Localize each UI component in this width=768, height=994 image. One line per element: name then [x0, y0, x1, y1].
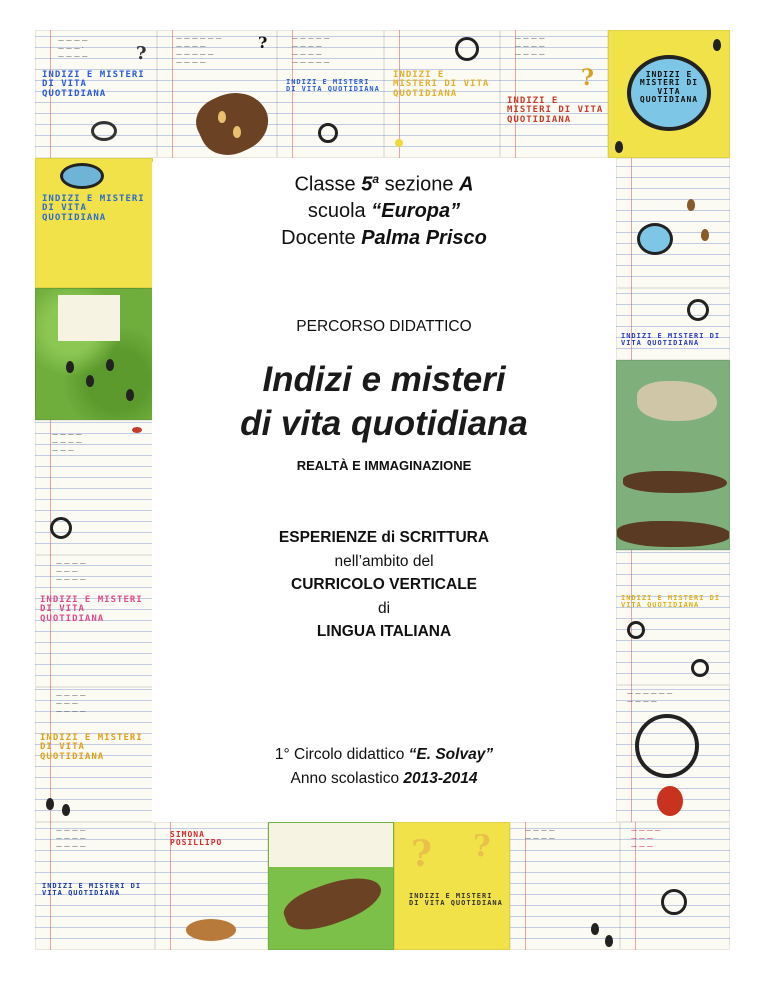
drawing-title-text: INDIZI E MISTERI DI VITA QUOTIDIANA	[42, 70, 145, 99]
drawing-handwriting: — — — — — — — · — — — —	[58, 37, 88, 60]
magnifier-icon	[50, 517, 72, 539]
magnifier-icon	[661, 889, 687, 915]
year-prefix: Anno scolastico	[290, 770, 400, 787]
footprint-icon	[86, 375, 94, 387]
experience-line2: nell’ambito del	[334, 553, 434, 570]
drawing-right-5	[616, 685, 730, 822]
drawing-blob	[186, 919, 236, 941]
question-mark-icon: ?	[411, 833, 433, 875]
magnifier-icon	[455, 37, 479, 61]
footprint-icon	[106, 359, 114, 371]
experience-line3: CURRICOLO VERTICALE	[291, 576, 477, 593]
drawing-bottom-3	[268, 822, 394, 950]
class-word: Classe	[294, 173, 356, 196]
drawing-top-4	[384, 30, 500, 158]
question-mark-icon: ?	[473, 829, 491, 864]
drawing-left-2	[35, 288, 153, 420]
magnifier-icon	[318, 123, 338, 143]
circle-prefix: 1° Circolo didattico	[274, 746, 405, 763]
footprint-icon	[66, 361, 74, 373]
drawing-bottom-2	[155, 822, 268, 950]
footprint-icon	[701, 229, 709, 241]
drawing-title-text: INDIZI E MISTERI DI VITA QUOTIDIANA	[409, 892, 503, 908]
magnifier-icon	[635, 714, 699, 778]
footprint-icon	[233, 126, 241, 138]
magnifier-icon	[687, 299, 709, 321]
teacher-word: Docente	[281, 227, 356, 249]
drawing-title-text: INDIZI E MISTERI DI VITA QUOTIDIANA	[621, 332, 721, 348]
drawing-title-text: INDIZI E MISTERI DI VITA QUOTIDIANA	[42, 194, 145, 223]
footprint-icon	[615, 141, 623, 153]
drawing-path	[617, 521, 730, 547]
circle-line	[152, 746, 616, 764]
drawing-right-4	[616, 550, 730, 685]
footprint-icon	[62, 804, 70, 816]
section-letter: A	[459, 173, 474, 196]
school-line	[152, 200, 616, 223]
cover-text-panel	[152, 162, 616, 822]
magnifier-icon	[627, 621, 645, 639]
drawing-top-1	[35, 30, 157, 158]
drawing-note-card	[58, 295, 120, 341]
drawing-handwriting: — — — — — — — —	[525, 827, 555, 842]
drawing-top-6	[608, 30, 730, 158]
experience-line1: ESPERIENZE di SCRITTURA	[278, 529, 490, 546]
main-title-line2: di vita quotidiana	[240, 404, 528, 443]
drawing-title-text: INDIZI E MISTERI DI VITA QUOTIDIANA	[286, 78, 380, 94]
main-title-line1: Indizi e misteri	[262, 360, 506, 399]
subtitle: REALTÀ E IMMAGINAZIONE	[296, 458, 472, 473]
school-word: scuola	[307, 200, 366, 222]
drawing-left-4	[35, 555, 153, 687]
experience-line4: di	[377, 600, 391, 617]
drawing-title-text: INDIZI E MISTERI DI VITA QUOTIDIANA	[621, 594, 721, 610]
school-year: 2013-2014	[403, 770, 478, 787]
drawing-bottom-4	[394, 822, 510, 950]
drawing-path	[623, 471, 727, 493]
drawing-title-text: INDIZI E MISTERI DI VITA QUOTIDIANA	[42, 882, 142, 898]
red-hand-drawing	[657, 786, 683, 816]
footprint-icon	[46, 798, 54, 810]
class-superscript: a	[372, 172, 379, 186]
drawing-left-3	[35, 420, 153, 555]
drawing-handwriting: — — — — — — — — — — —	[56, 560, 86, 583]
drawing-title-text: INDIZI E MISTERI DI VITA QUOTIDIANA	[639, 70, 699, 105]
drawing-right-2	[616, 288, 730, 360]
footprint-icon	[713, 39, 721, 51]
drawing-handwriting: — — — — — — — — — — — —	[515, 35, 545, 58]
footprint-icon	[218, 111, 226, 123]
drawing-title-text: INDIZI E MISTERI DI VITA QUOTIDIANA	[40, 733, 143, 762]
drawing-handwriting: — — — — — — — — — — — —	[56, 827, 86, 850]
circle-name: “E. Solvay”	[408, 746, 494, 763]
red-mark	[132, 427, 142, 433]
drawing-top-3	[277, 30, 384, 158]
footprint-icon	[591, 923, 599, 935]
drawing-name-text: SIMONA POSILLIPO	[170, 830, 223, 848]
magnifier-icon	[91, 121, 117, 141]
teacher-line	[152, 227, 616, 250]
drawing-handwriting: — — — — — — — — — — —	[56, 692, 86, 715]
drawing-left-5	[35, 687, 153, 822]
drawing-handwriting: — — — — — — — — — — — — — — — — — —	[292, 35, 330, 66]
class-number: 5	[361, 173, 373, 196]
magnifier-icon	[691, 659, 709, 677]
footprint-icon	[687, 199, 695, 211]
drawing-handwriting: — — — — — — — — — —	[631, 827, 661, 850]
drawing-top-2	[157, 30, 277, 158]
drawing-right-1	[616, 158, 730, 288]
lightbulb-icon	[395, 139, 403, 147]
magnifier-icon	[60, 163, 104, 189]
drawing-title-text: INDIZI E MISTERI DI VITA QUOTIDIANA	[507, 96, 604, 125]
drawing-handwriting: — — — — — — — — — — —	[52, 431, 82, 454]
drawing-handwriting: — — — — — — — — — — — — — — — — — — —	[176, 35, 222, 66]
drawing-bottom-5	[510, 822, 620, 950]
class-line	[152, 172, 616, 197]
question-mark-icon: ?	[258, 33, 268, 52]
course-type: PERCORSO DIDATTICO	[296, 318, 472, 335]
drawing-path	[637, 381, 717, 421]
drawing-handwriting: — — — — — — — — — —	[627, 690, 673, 705]
footprint-icon	[126, 389, 134, 401]
footprint-icon	[605, 935, 613, 947]
experience-line5: LINGUA ITALIANA	[316, 623, 452, 640]
magnifier-icon	[637, 223, 673, 255]
section-word: sezione	[384, 173, 454, 196]
question-mark-icon: ?	[136, 43, 147, 64]
drawing-left-1	[35, 158, 153, 288]
school-name: “Europa”	[371, 200, 461, 222]
drawing-bottom-1	[35, 822, 155, 950]
drawing-top-5	[500, 30, 608, 158]
question-mark-icon: ?	[581, 65, 594, 91]
drawing-right-3	[616, 360, 730, 550]
drawing-title-text: INDIZI E MISTERI DI VITA QUOTIDIANA	[40, 595, 143, 624]
drawing-bottom-6	[620, 822, 730, 950]
drawing-note-card	[269, 823, 394, 867]
year-line	[152, 770, 616, 788]
drawing-path	[189, 81, 277, 158]
drawing-path	[279, 867, 387, 939]
teacher-name: Palma Prisco	[361, 227, 487, 249]
drawing-title-text: INDIZI E MISTERI DI VITA QUOTIDIANA	[393, 70, 490, 99]
